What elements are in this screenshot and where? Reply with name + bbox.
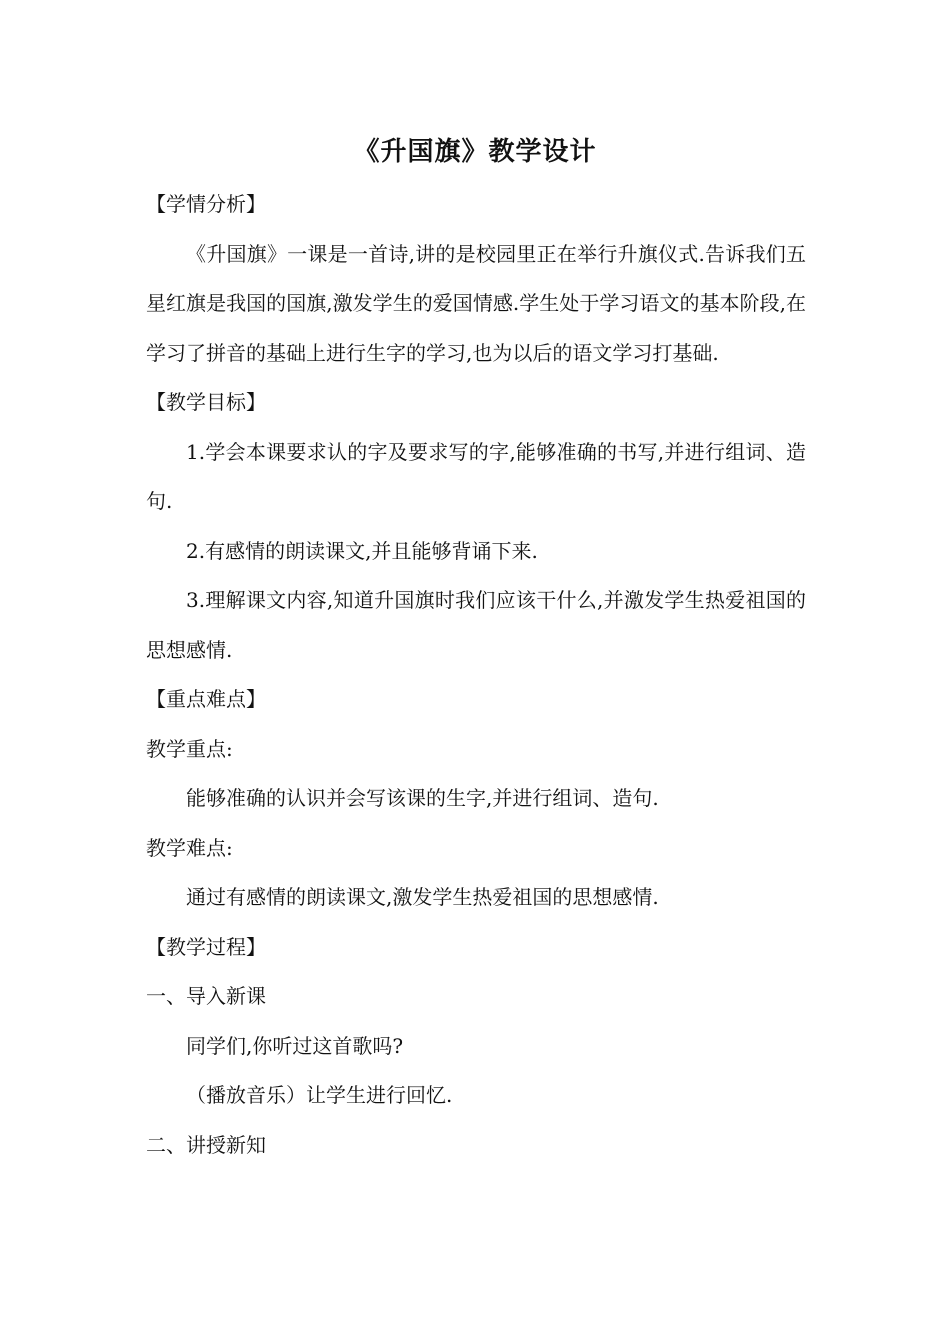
document-body	[146, 180, 806, 1170]
process-step-1-text-1: 同学们,你听过这首歌吗?	[186, 1033, 404, 1058]
section-heading-process: 【教学过程】	[146, 934, 266, 959]
process-step-1-heading: 一、导入新课	[146, 984, 266, 1008]
subheading-key-point: 教学重点:	[146, 736, 233, 761]
objective-item-1: 1.学会本课要求认的字及要求写的字,能够准确的书写,并进行组词、造句.	[146, 439, 806, 513]
process-step-2-heading: 二、讲授新知	[146, 1132, 266, 1157]
key-point-text: 能够准确的认识并会写该课的生字,并进行组词、造句.	[186, 786, 659, 810]
section-heading-objectives: 【教学目标】	[146, 390, 266, 414]
section-heading-analysis: 【学情分析】	[146, 192, 266, 216]
objective-item-2: 2.有感情的朗读课文,并且能够背诵下来.	[186, 538, 538, 563]
difficulty-text: 通过有感情的朗读课文,激发学生热爱祖国的思想感情.	[186, 885, 659, 909]
document-title: 《升国旗》教学设计	[353, 137, 597, 167]
section-heading-key-points: 【重点难点】	[146, 687, 266, 711]
paragraph-analysis: 《升国旗》一课是一首诗,讲的是校园里正在举行升旗仪式.告诉我们五星红旗是我国的国旗,激发学生的爱国情感.学生处于学习语文的基本阶段,在学习了拼音的基础上进行生字的学习,也为以后的语文学习打基础.	[146, 241, 806, 365]
process-step-1-text-2: （播放音乐）让学生进行回忆.	[186, 1083, 453, 1107]
objective-item-3: 3.理解课文内容,知道升国旗时我们应该干什么,并激发学生热爱祖国的思想感情.	[146, 588, 806, 662]
subheading-difficulty: 教学难点:	[146, 835, 233, 860]
